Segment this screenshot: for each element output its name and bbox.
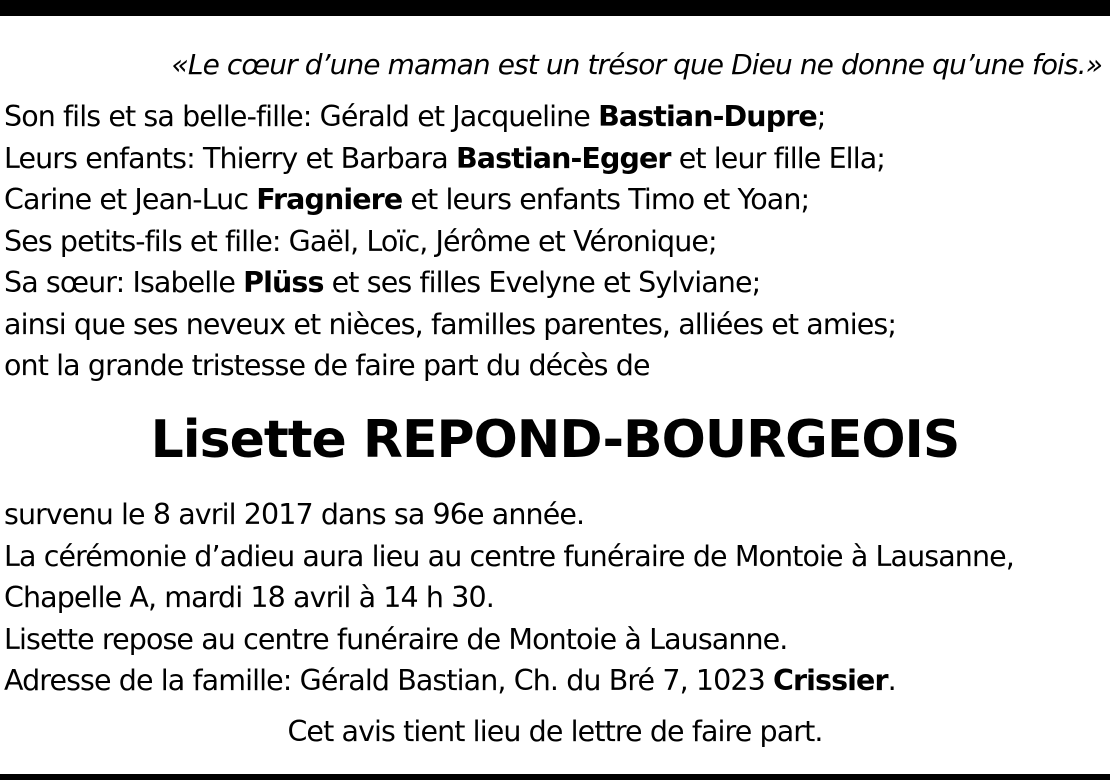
family-line: Leurs enfants: Thierry et Barbara Bastian-Egger et leur fille Ella; [4,141,885,175]
details-section [4,494,1108,702]
detail-line: Chapelle A, mardi 18 avril à 14 h 30. [4,581,494,614]
family-line: ont la grande tristesse de faire part du décès de [4,349,650,382]
closing-note: Cet avis tient lieu de lettre de faire part. [287,715,823,748]
detail-line: Adresse de la famille: Gérald Bastian, Ch. du Bré 7, 1023 Crissier. [4,664,896,697]
family-line: Carine et Jean-Luc Fragniere et leurs enfants Timo et Yoan; [4,183,810,216]
family-line: Son fils et sa belle-fille: Gérald et Jacqueline Bastian-Dupre; [4,100,826,133]
detail-line: survenu le 8 avril 2017 dans sa 96e année. [4,498,585,531]
bottom-rule [0,774,1110,780]
family-line: ainsi que ses neveux et nièces, familles parentes, alliées et amies; [4,307,897,341]
detail-line: Lisette repose au centre funéraire de Montoie à Lausanne. [4,622,788,656]
family-section [4,96,1108,387]
family-line: Ses petits-fils et fille: Gaël, Loïc, Jérôme et Véronique; [4,224,717,258]
detail-line: La cérémonie d’adieu aura lieu au centre funéraire de Montoie à Lausanne, [4,539,1014,573]
epigraph-quote: «Le cœur d’une maman est un trésor que Dieu ne donne qu’une fois.» [171,48,1102,81]
family-line: Sa sœur: Isabelle Plüss et ses filles Evelyne et Sylviane; [4,266,761,299]
top-rule [0,0,1110,16]
deceased-name: Lisette REPOND-BOURGEOIS [150,410,960,470]
